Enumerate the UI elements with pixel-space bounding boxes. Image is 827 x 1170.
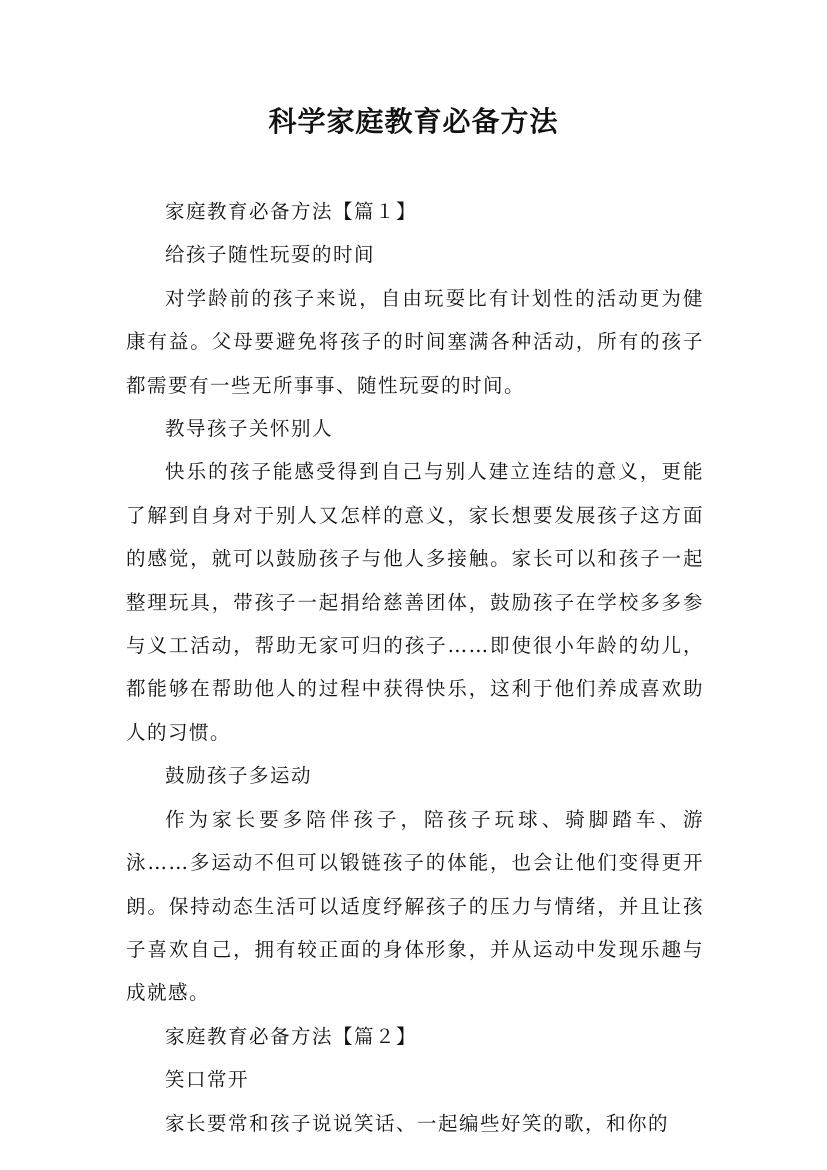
body-paragraph: 家长要常和孩子说说笑话、一起编些好笑的歌，和你的 [165, 1111, 670, 1135]
subheading: 鼓励孩子多运动 [165, 764, 313, 788]
subheading: 笑口常开 [165, 1068, 250, 1092]
subheading: 教导孩子关怀别人 [165, 417, 334, 441]
body-paragraph: 作为家长要多陪伴孩子，陪孩子玩球、骑脚踏车、游泳……多运动不但可以锻链孩子的体能，也会让他们变得更开朗。保持动态生活可以适度纾解孩子的压力与情绪，并且让孩子喜欢自己，拥有较正面的身体形象，并从运动中发现乐趣与成就感。 [126, 807, 704, 1005]
body-paragraph: 对学龄前的孩子来说，自由玩耍比有计划性的活动更为健康有益。父母要避免将孩子的时间塞满各种活动，所有的孩子都需要有一些无所事事、随性玩耍的时间。 [126, 286, 704, 397]
document-title: 科学家庭教育必备方法 [268, 105, 559, 138]
document-body [126, 190, 704, 1145]
subheading: 给孩子随性玩耍的时间 [165, 243, 376, 267]
section-heading: 家庭教育必备方法【篇２】 [165, 1024, 418, 1048]
section-heading: 家庭教育必备方法【篇１】 [165, 200, 418, 223]
body-paragraph: 快乐的孩子能感受得到自己与别人建立连结的意义，更能了解到自身对于别人又怎样的意义，家长想要发展孩子这方面的感觉，就可以鼓励孩子与他人多接触。家长可以和孩子一起整理玩具，带孩子一起捐给慈善团体，鼓励孩子在学校多多参与义工活动，帮助无家可归的孩子……即使很小年龄的幼儿，都能够在帮助他人的过程中获得快乐，这利于他们养成喜欢助人的习惯。 [126, 460, 704, 744]
